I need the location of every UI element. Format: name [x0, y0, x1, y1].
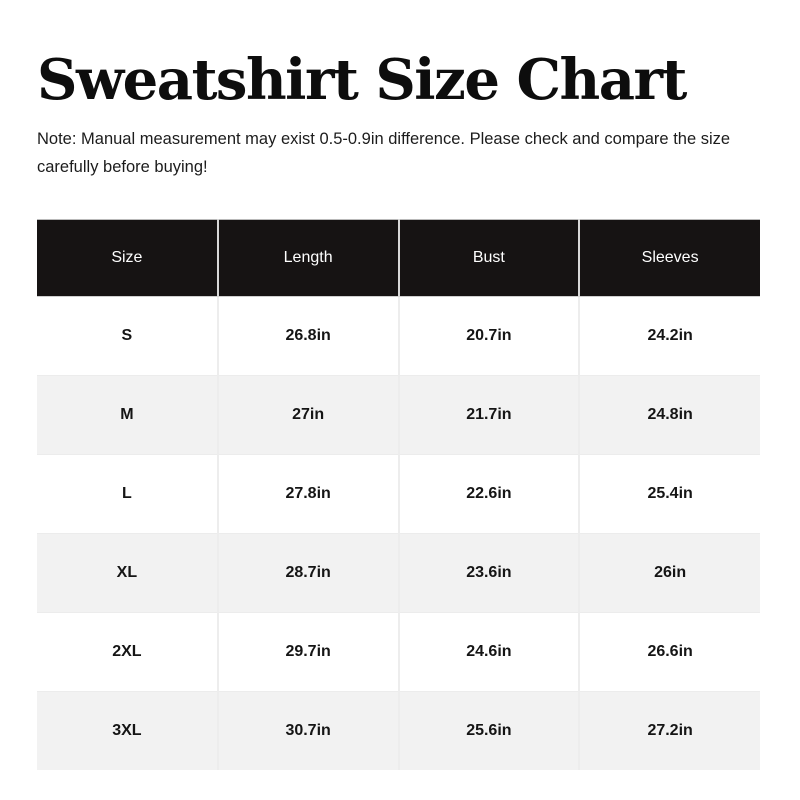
measurement-cell: 25.4in: [579, 454, 760, 533]
table-row: [37, 454, 760, 533]
page-title: Sweatshirt Size Chart: [37, 47, 686, 113]
measurement-cell: 27.8in: [218, 454, 399, 533]
table-row: [37, 533, 760, 612]
measurement-cell: 30.7in: [218, 691, 399, 770]
size-chart-table: [37, 219, 760, 770]
column-header-size: Size: [37, 219, 218, 296]
measurement-cell: 24.2in: [579, 296, 760, 375]
measurement-cell: 27.2in: [579, 691, 760, 770]
size-cell: XL: [37, 533, 218, 612]
measurement-cell: 26.8in: [218, 296, 399, 375]
size-cell: 2XL: [37, 612, 218, 691]
column-header-length: Length: [218, 219, 399, 296]
measurement-cell: 20.7in: [399, 296, 580, 375]
measurement-cell: 29.7in: [218, 612, 399, 691]
measurement-cell: 22.6in: [399, 454, 580, 533]
measurement-cell: 23.6in: [399, 533, 580, 612]
measurement-cell: 25.6in: [399, 691, 580, 770]
table-row: [37, 691, 760, 770]
measurement-cell: 27in: [218, 375, 399, 454]
header-row: [37, 219, 760, 296]
measurement-cell: 28.7in: [218, 533, 399, 612]
column-header-sleeves: Sleeves: [579, 219, 760, 296]
measurement-cell: 21.7in: [399, 375, 580, 454]
table-body: [37, 296, 760, 770]
measurement-cell: 24.8in: [579, 375, 760, 454]
table-row: [37, 375, 760, 454]
table-row: [37, 296, 760, 375]
measurement-cell: 24.6in: [399, 612, 580, 691]
table-header: [37, 219, 760, 296]
note-text: Note: Manual measurement may exist 0.5-0.9in difference. Please check and compare the size carefully before buying!: [37, 129, 731, 176]
size-cell: S: [121, 326, 133, 344]
size-cell: 3XL: [37, 691, 218, 770]
table-row: [37, 612, 760, 691]
size-cell: M: [37, 375, 218, 454]
measurement-cell: 26in: [579, 533, 760, 612]
measurement-cell: 26.6in: [579, 612, 760, 691]
column-header-bust: Bust: [399, 219, 580, 296]
size-cell: L: [37, 454, 218, 533]
